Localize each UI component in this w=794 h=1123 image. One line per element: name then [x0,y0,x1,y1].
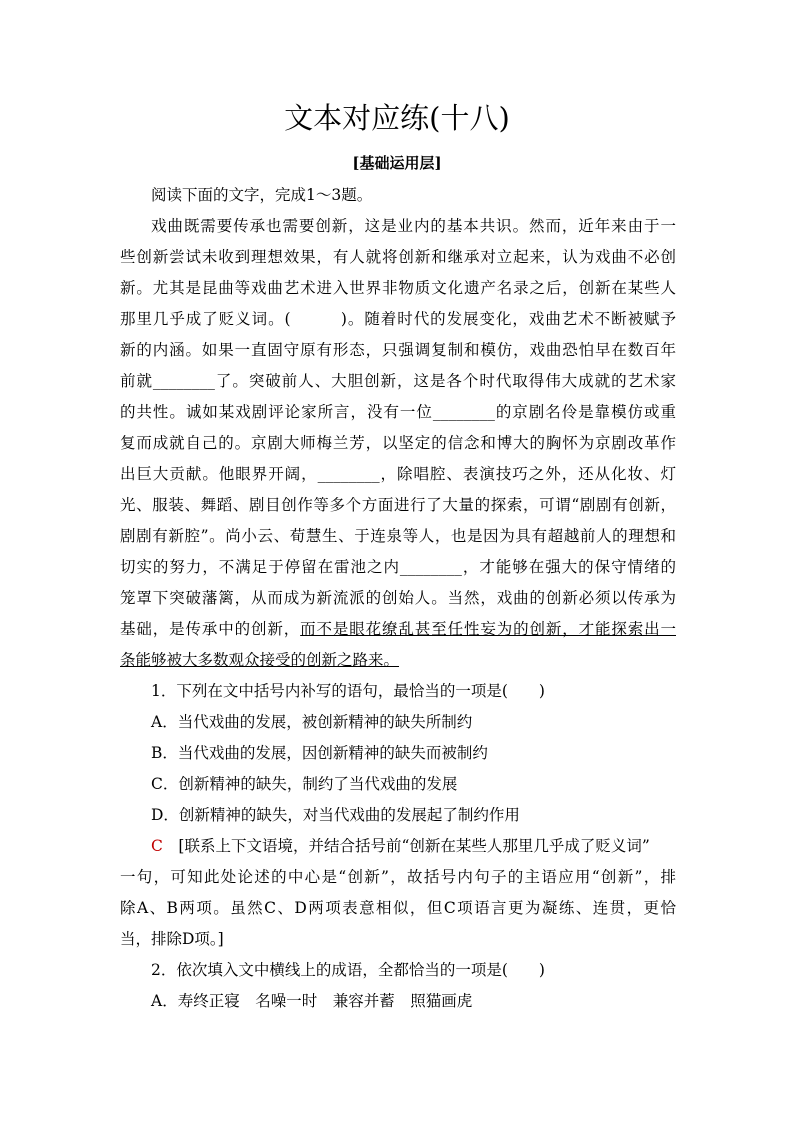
question-1-explanation-text: [联系上下文语境，并结合括号前“创新在某些人那里几乎成了贬义词” [178,837,650,855]
passage-line: 些创新尝试未收到理想效果，有人就将创新和继承对立起来，认为戏曲不必创 [120,248,676,266]
passage-line: 剧剧有新腔”。尚小云、荀慧生、于连泉等人，也是因为具有超越前人的理想和 [120,527,676,545]
passage-line-mixed [120,614,676,645]
question-1-explanation-line: 当，排除D项。] [120,930,224,948]
document-title: 文本对应练(十八) [284,101,510,135]
passage-underlined-sentence-end: 条能够被大多数观众接受的创新之路来。 [120,651,400,669]
question-1-option-c: C．创新精神的缺失，制约了当代戏曲的发展 [151,775,458,793]
question-1-option-a: A．当代戏曲的发展，被创新精神的缺失所制约 [151,713,473,731]
question-2-stem: 2．依次填入文中横线上的成语，全都恰当的一项是( ) [151,961,545,979]
question-1-answer: C [151,837,163,855]
question-2-option-a: A．寿终正寝 名噪一时 兼容并蓄 照猫画虎 [151,992,473,1010]
passage-line: 光、服装、舞蹈、剧目创作等多个方面进行了大量的探索，可谓“剧剧有创新， [120,496,676,514]
passage-line: 的共性。诚如某戏剧评论家所言，没有一位________的京剧名伶是靠模仿或重 [120,403,676,421]
passage-line: 切实的努力，不满足于停留在雷池之内________，才能够在强大的保守情绪的 [120,558,676,576]
question-1-option-d: D．创新精神的缺失，对当代戏曲的发展起了制约作用 [151,806,520,824]
passage-line: 前就________了。突破前人、大胆创新，这是各个时代取得伟大成就的艺术家 [120,372,676,390]
passage-line: 笼罩下突破藩篱，从而成为新流派的创始人。当然，戏曲的创新必须以传承为 [120,589,676,607]
passage-line-underlined [120,645,676,676]
passage-line: 新。尤其是昆曲等戏曲艺术进入世界非物质文化遗产名录之后，创新在某些人 [120,279,676,297]
question-1-explanation-first-line [120,831,676,862]
document-body [120,180,676,1017]
question-1-option-b: B．当代戏曲的发展，因创新精神的缺失而被制约 [151,744,488,762]
question-1-stem: 1．下列在文中括号内补写的语句，最恰当的一项是( ) [151,682,545,700]
passage-underlined-sentence: 而不是眼花缭乱甚至任性妄为的创新，才能探索出一 [300,620,676,638]
passage-line: 出巨大贡献。他眼界开阔，________，除唱腔、表演技巧之外，还从化妆、灯 [120,465,676,483]
passage-line: 戏曲既需要传承也需要创新，这是业内的基本共识。然而，近年来由于一 [151,217,676,235]
passage-line-prefix: 基础，是传承中的创新， [120,620,301,638]
question-1-explanation-line: 除A、B两项。虽然C、D两项表意相似，但C项语言更为凝练、连贯，更恰 [120,899,676,917]
passage-line: 新的内涵。如果一直固守原有形态，只强调复制和模仿，戏曲恐怕早在数百年 [120,341,676,359]
instruction-text: 阅读下面的文字，完成1～3题。 [151,186,373,204]
section-heading: [基础运用层] [352,154,442,172]
passage-line: 复而成就自己的。京剧大师梅兰芳，以坚定的信念和博大的胸怀为京剧改革作 [120,434,676,452]
passage-line: 那里几乎成了贬义词。( )。随着时代的发展变化，戏曲艺术不断被赋予 [120,310,676,328]
question-1-explanation-line: 一句，可知此处论述的中心是“创新”，故括号内句子的主语应用“创新”，排 [120,868,676,886]
